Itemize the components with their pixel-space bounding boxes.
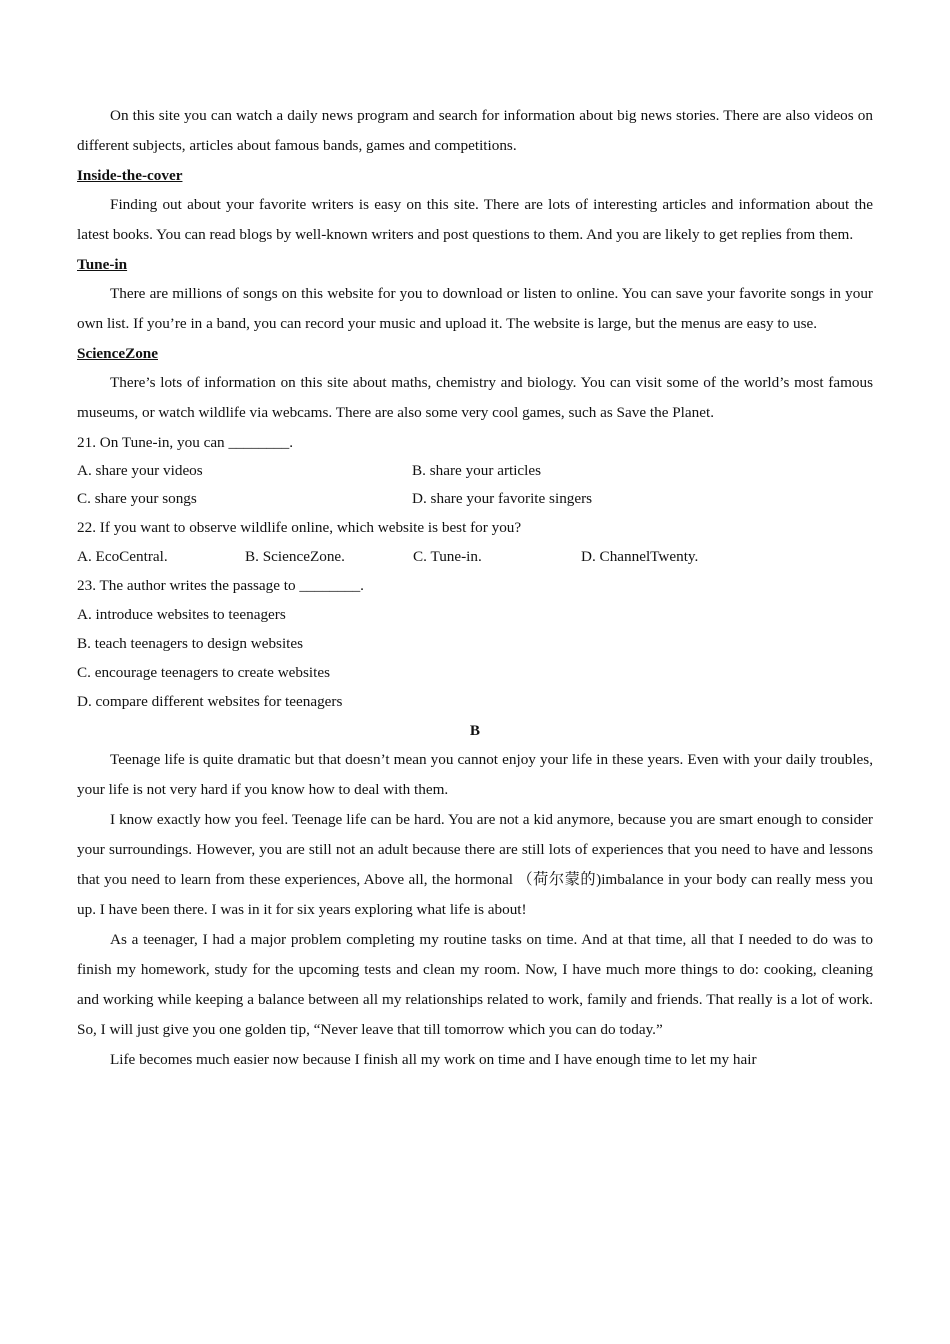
question-21-options-row-1	[77, 457, 873, 485]
question-23-option-a: A. introduce websites to teenagers	[77, 606, 286, 623]
section-b-paragraph-4: Life becomes much easier now because I finish all my work on time and I have enough time to let my hair	[110, 1051, 757, 1068]
paragraph-inside-the-cover: Finding out about your favorite writers is easy on this site. There are lots of interesting articles and information about the latest books. You can read blogs by well-known writers and post questions to them. And you are likely to get replies from them.	[77, 196, 873, 243]
question-21-option-c: C. share your songs	[77, 490, 197, 507]
question-23-option-c: C. encourage teenagers to create websites	[77, 664, 331, 681]
question-21-options-row-2	[77, 485, 873, 513]
question-22-option-d: D. ChannelTwenty.	[581, 548, 699, 565]
question-21-option-d: D. share your favorite singers	[412, 490, 593, 507]
paragraph-sciencezone: There’s lots of information on this site about maths, chemistry and biology. You can visit some of the world’s most famous museums, or watch wildlife via webcams. There are also some very cool games, such as Save the Planet.	[77, 374, 873, 421]
question-22-option-a: A. EcoCentral.	[77, 548, 168, 565]
question-23-stem: 23. The author writes the passage to ________.	[77, 577, 364, 594]
question-21-option-a: A. share your videos	[77, 462, 203, 479]
question-21-option-b: B. share your articles	[412, 462, 542, 479]
question-21-stem: 21. On Tune-in, you can ________.	[77, 434, 293, 451]
section-b-title: B	[469, 722, 481, 739]
heading-sciencezone: ScienceZone	[77, 345, 158, 362]
section-b-paragraph-2: I know exactly how you feel. Teenage life can be hard. You are not a kid anymore, because you are smart enough to consider your surroundings. However, you are still not an adult because there are still lots of experiences that you need to have and lessons that you need to learn from these experiences, Above all, the hormonal （荷尔蒙的)imbalance in your body can really mess you up. I have been there. I was in it for six years exploring what life is about!	[77, 811, 873, 918]
question-22-stem: 22. If you want to observe wildlife online, which website is best for you?	[77, 519, 522, 536]
section-b-paragraph-1: Teenage life is quite dramatic but that doesn’t mean you cannot enjoy your life in these years. Even with your daily troubles, your life is not very hard if you know how to deal with them.	[77, 751, 873, 798]
section-b-paragraph-3: As a teenager, I had a major problem completing my routine tasks on time. And at that time, all that I needed to do was to finish my homework, study for the upcoming tests and clean my room. Now, I have much more things to do: cooking, cleaning and working while keeping a balance between all my relationships related to work, family and friends. That really is a lot of work. So, I will just give you one golden tip, “Never leave that till tomorrow which you can do today.”	[77, 931, 873, 1038]
document-page	[77, 101, 873, 1075]
question-23-option-b: B. teach teenagers to design websites	[77, 635, 304, 652]
heading-tune-in: Tune-in	[77, 256, 128, 273]
question-22-options	[77, 542, 873, 571]
question-22-option-b: B. ScienceZone.	[245, 548, 345, 565]
question-22-option-c: C. Tune-in.	[413, 548, 482, 565]
heading-inside-the-cover: Inside-the-cover	[77, 167, 183, 184]
paragraph-tune-in: There are millions of songs on this website for you to download or listen to online. You can save your favorite songs in your own list. If you’re in a band, you can record your music and upload it. The website is large, but the menus are easy to use.	[77, 285, 873, 332]
question-23-option-d: D. compare different websites for teenagers	[77, 693, 343, 710]
paragraph-channel: On this site you can watch a daily news program and search for information about big news stories. There are also videos on different subjects, articles about famous bands, games and competitions.	[77, 107, 873, 154]
